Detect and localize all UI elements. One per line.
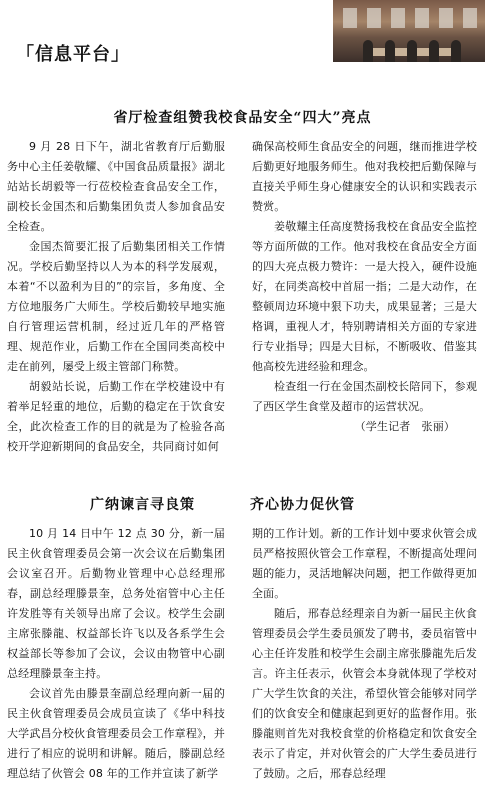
article2-paragraph: 10 月 14 日中午 12 点 30 分，新一届民主伙食管理委员会第一次会议在后勤集团会议室召开。后勤物业管理中心总经理邢春，副总经理滕景奎，总务处宿管中心主任许发胜等有关领导出席了会议。校学生会副主席张滕龍、权益部长许飞以及各系学生会权益部长等参加了会议，会议由物管中心副总经理滕景奎主持。 xyxy=(7,527,225,680)
article1-paragraph: 胡毅站长说，后勤工作在学校建设中有着举足轻重的地位，后勤的稳定在于饮食安全，此次检查工作的目的就是为了检验各高校开学迎新期间的食品安全，共同商讨如何 xyxy=(7,380,225,453)
article1-paragraph: 检查组一行在金国杰副校长陪同下，参观了西区学生食堂及超市的运营状况。 xyxy=(252,380,477,413)
article1-paragraph: 姜敬耀主任高度赞扬我校在食品安全监控等方面所做的工作。他对我校在食品安全方面的四大亮点极力赞许：一是大投入，硬件设施好，在同类高校中首屈一指；二是大动作，在整顿周边环境中狠下功夫，成果显著；三是大格调，重视人才，特别聘请相关方面的专家进行专业指导；四是大目标，不断吸收、借鉴其他高校先进经验和理念。 xyxy=(252,220,477,373)
article1-paragraph: 金国杰简要汇报了后勤集团相关工作情况。学校后勤坚持以人为本的科学发展观，本着“不以盈利为目的”的宗旨，多角度、全方位地服务广大师生。学校后勤较早地实施自行管理运营机制，经过近几年的严格管理、规范作业，后勤工作在全国同类高校中走在前列，屡受上级主管部门称赞。 xyxy=(7,240,225,373)
article1-headline: 省厅检查组赞我校食品安全“四大”亮点 xyxy=(113,110,372,126)
article2-column-right xyxy=(252,524,477,784)
article1-column-right xyxy=(252,137,477,437)
article2-paragraph: 期的工作计划。新的工作计划中要求伙管会成员严格按照伙管会工作章程，不断提高处理问题的能力，灵活地解决问题，把工作做得更加全面。 xyxy=(252,527,477,600)
article1-paragraph: 9 月 28 日下午，湖北省教育厅后勤服务中心主任姜敬耀、《中国食品质量报》湖北站站长胡毅等一行莅校检查食品安全工作，副校长金国杰和后勤集团负责人参加食品安全检查。 xyxy=(7,140,225,233)
article1-column-left xyxy=(7,137,225,457)
article2-paragraph: 会议首先由滕景奎副总经理向新一届的民主伙食管理委员会成员宣读了《华中科技大学武昌分校伙食管理委员会工作章程》，并进行了相应的说明和讲解。随后，滕副总经理总结了伙管会 08 年的工作并宣读了新学 xyxy=(7,687,225,780)
article2-headline-left: 广纳谏言寻良策 xyxy=(90,497,195,513)
meeting-photo xyxy=(333,0,485,62)
article2-column-left xyxy=(7,524,225,784)
article1-paragraph: 确保高校师生食品安全的问题，继而推进学校后勤更好地服务师生。他对我校把后勤保障与直接关乎师生身心健康安全的认识和实践表示赞赏。 xyxy=(252,140,477,213)
article2-paragraph: 随后，邢春总经理亲自为新一届民主伙食管理委员会学生委员颁发了聘书，委员宿管中心主任许发胜和校学生会副主席张滕龍先后发言。许主任表示，伙管会本身就体现了学校对广大学生饮食的关注，希望伙管会能够对同学们的饮食安全和健康起到更好的监督作用。张滕龍则首先对我校食堂的价格稳定和饮食安全表示了肯定，并对伙管会的广大学生委员进行了鼓励。之后，邢春总经理 xyxy=(252,607,477,780)
section-title: 「信息平台」 xyxy=(16,44,130,65)
article1-byline: （学生记者 张丽） xyxy=(354,420,455,433)
article2-headline-right: 齐心协力促伙管 xyxy=(250,497,355,513)
